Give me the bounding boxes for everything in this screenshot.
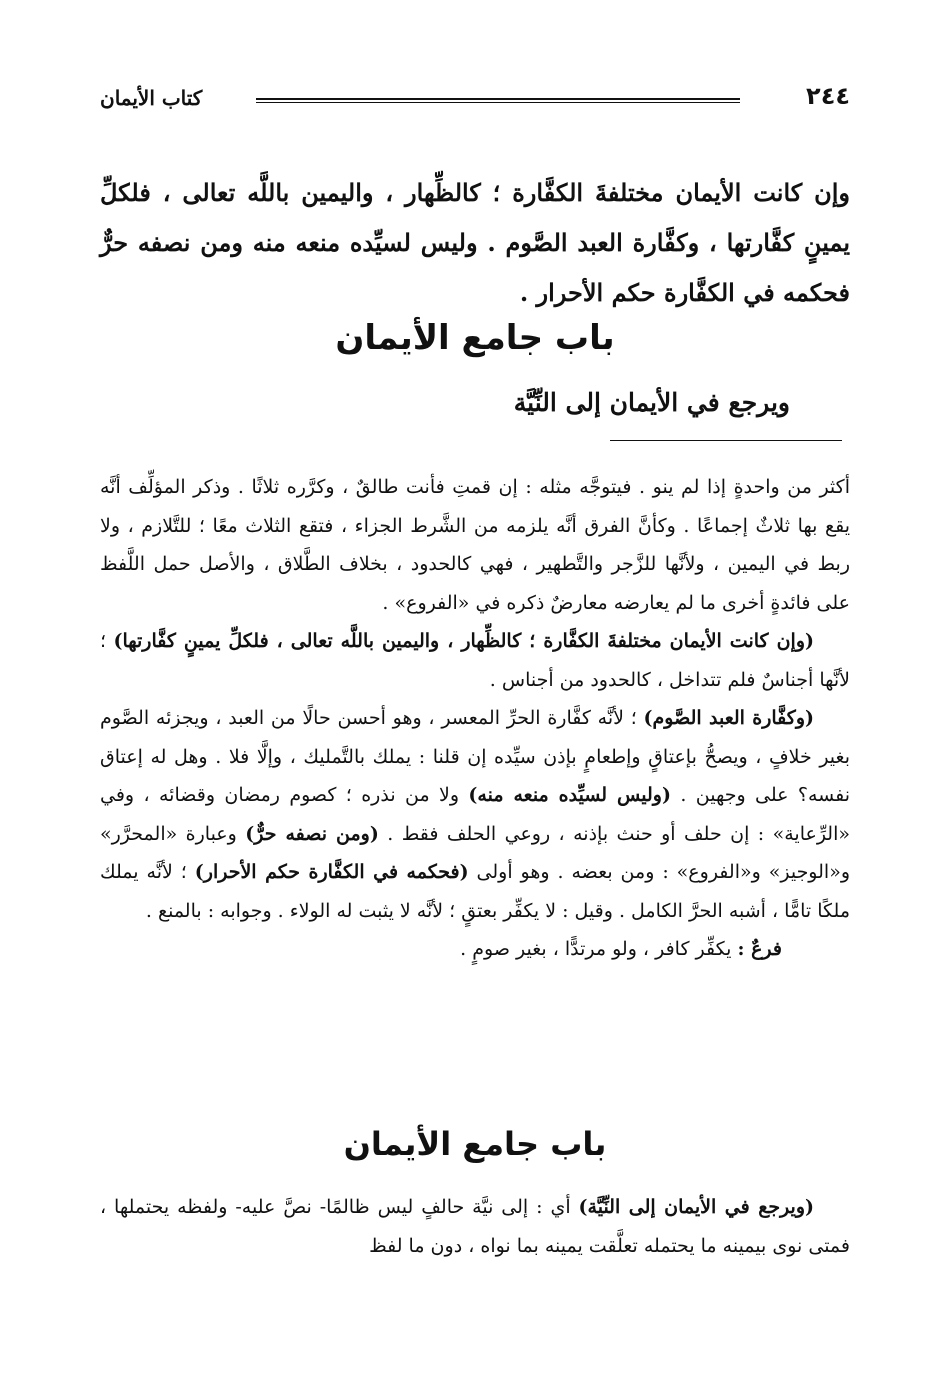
quoted-matn: (وليس لسيِّده منعه منه)	[468, 784, 671, 806]
branch-label: فرعٌ :	[737, 938, 782, 960]
commentary-paragraph: أكثر من واحدةٍ إذا لم ينو . فيتوجَّه مثله : إن قمتِ فأنت طالقٌ ، وكرَّره ثلاثًا . وذكر المؤلِّف أنَّه يقع بها ثلاثٌ إجماعًا . وكأنَّ الفرق أنَّه يلزمه من الشَّرط الجزاء ، فتقع الثلاث معًا ؛ للتَّلازم ، ولا ربط في اليمين ، ولأنَّها للزَّجر والتَّطهير ، فهي كالحدود ، بخلاف الطَّلاق ، والأصل حمل اللَّفظ على فائدةٍ أخرى ما لم يعارضه معارضٌ ذكره في «الفروع» .	[100, 476, 850, 614]
commentary-text: ؛ لأنَّه كفَّارة الحرِّ المعسر ، وهو أحسن حالًا من العبد ، ويجزئه الصَّوم بغير خلافٍ ، ويصحُّ بإعتاقٍ وإطعامٍ بإذن سيِّده إن قلنا : يملك بالتَّمليك ، وإلَّا فلا . وهل له إعتاق نفسه؟ على وجهين .	[100, 707, 850, 806]
quoted-matn: (ويرجع في الأيمان إلى النِّيَّة)	[578, 1196, 814, 1218]
header-rule	[256, 98, 740, 103]
commentary-heading: باب جامع الأيمان	[343, 1125, 607, 1163]
commentary-text: يكفِّر كافر ، ولو مرتدًّا ، بغير صومٍ .	[460, 938, 738, 960]
commentary-paragraph	[100, 622, 850, 699]
book-title: كتاب الأيمان	[100, 86, 203, 110]
quoted-matn: (ومن نصفه حرٌّ)	[245, 822, 379, 845]
commentary-paragraph	[100, 1188, 850, 1265]
footnote-separator	[610, 440, 842, 441]
commentary-text: أي : إلى نيَّة حالفٍ ليس ظالمًا- نصَّ عليه- ولفظه يحتملها ، فمتى نوى بيمينه ما يحتمله تعلَّقت يمينه بما نواه ، دون ما لفظ	[100, 1196, 850, 1257]
quoted-matn: (وإن كانت الأيمان مختلفةَ الكفَّارة ؛ كالظِّهار ، واليمين باللَّه تعالى ، فلكلِّ يمينٍ كفَّارتها)	[113, 630, 814, 652]
quoted-matn: (وكفَّارة العبد الصَّوم)	[643, 707, 814, 729]
main-text: وإن كانت الأيمان مختلفةَ الكفَّارة ؛ كالظِّهار ، واليمين باللَّه تعالى ، فلكلِّ يمينٍ كفَّارتها ، وكفَّارة العبد الصَّوم . وليس لسيِّده منعه منه ومن نصفه حرٌّ فحكمه في الكفَّارة حكم الأحرار .	[100, 178, 850, 307]
page-number: ٢٤٤	[806, 82, 850, 110]
commentary-text: ولا من نذره ؛ كصوم رمضان وقضائه ، وفي «الرِّعاية» : إن حلف أو حنث بإذنه ، روعي الحلف فقط .	[100, 784, 851, 845]
commentary-block	[100, 468, 850, 969]
section-heading: باب جامع الأيمان	[335, 318, 615, 358]
commentary-text: ؛ لأنَّها أجناسٌ فلم تتداخل ، كالحدود من أجناس .	[100, 630, 850, 691]
commentary-paragraph	[100, 699, 850, 930]
section-text: ويرجع في الأيمان إلى النِّيَّة	[513, 388, 790, 417]
commentary-paragraph	[100, 930, 850, 969]
commentary-text: وعبارة «المحرَّر» و«الوجيز» و«الفروع» : ومن بعضه . وهو أولى	[100, 822, 850, 883]
commentary-text: ؛ لأنَّه يملك ملكًا تامًّا ، أشبه الحرَّ الكامل . وقيل : لا يكفِّر بعتقٍ ؛ لأنَّه لا يثبت له الولاء . وجوابه : بالمنع .	[100, 861, 850, 922]
commentary-block-2	[100, 1188, 850, 1265]
quoted-matn: (فحكمه في الكفَّارة حكم الأحرار)	[194, 861, 469, 883]
page-header	[100, 82, 850, 118]
